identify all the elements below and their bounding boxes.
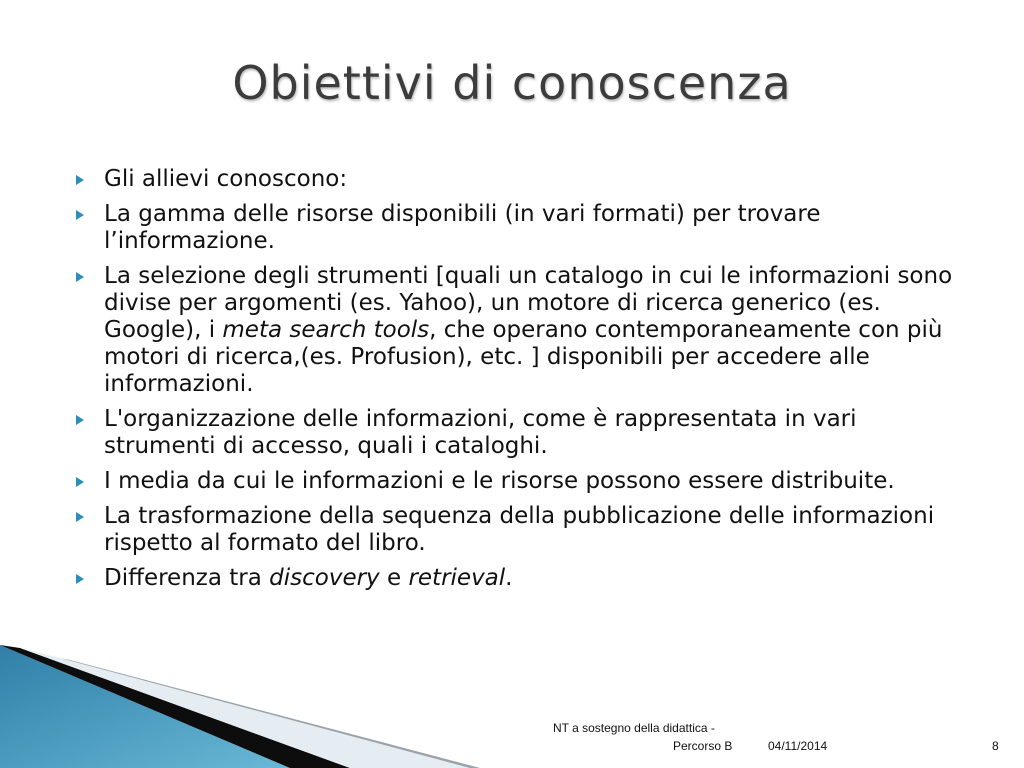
page-number: 8 [992,739,999,753]
bullet-arrow-icon [76,415,84,425]
bullet-text: , che operano contemporaneamente con più motori di ricerca,(es. Profusion), etc. ] disponibili per accedere alle informazioni. [104,317,943,397]
bullet-item [74,166,974,193]
footer-date: 04/11/2014 [768,739,828,753]
bullet-arrow-icon [76,477,84,487]
bullet-item [74,565,974,592]
bullet-text: L'organizzazione delle informazioni, come è rappresentata in vari strumenti di accesso, quali i cataloghi. [104,406,857,459]
footer-text-line1: NT a sostegno della didattica - [553,721,715,735]
bullet-text: I media da cui le informazioni e le risorse possono essere distribuite. [104,468,895,494]
bullet-text: e [379,565,409,591]
bullet-text: . [505,565,513,591]
bullet-arrow-icon [76,272,84,282]
bullet-arrow-icon [76,210,84,220]
bullet-arrow-icon [76,574,84,584]
bullet-list [74,166,974,600]
bullet-text: La selezione degli strumenti [quali un catalogo in cui le informazioni sono divise per argomenti (es. Yahoo), un motore di ricerca generico (es. Google), i [104,263,953,343]
bullet-item [74,468,974,495]
bullet-item [74,263,974,398]
bullet-text-italic: retrieval [408,565,506,591]
bullet-item [74,406,974,460]
slide-title: Obiettivi di conoscenza [232,56,792,110]
bullet-text: Differenza tra [104,565,270,591]
bullet-text: La trasformazione della sequenza della pubblicazione delle informazioni rispetto al formato del libro. [104,503,935,556]
bullet-text-italic: meta search tools [222,317,430,343]
bullet-text: La gamma delle risorse disponibili (in vari formati) per trovare l’informazione. [104,201,821,254]
bullet-item [74,201,974,255]
bullet-arrow-icon [76,175,84,185]
footer-text-line2: Percorso B [673,739,733,753]
bullet-text-italic: discovery [269,565,380,591]
bullet-arrow-icon [76,512,84,522]
bullet-text: Gli allievi conoscono: [104,166,348,192]
bullet-item [74,503,974,557]
